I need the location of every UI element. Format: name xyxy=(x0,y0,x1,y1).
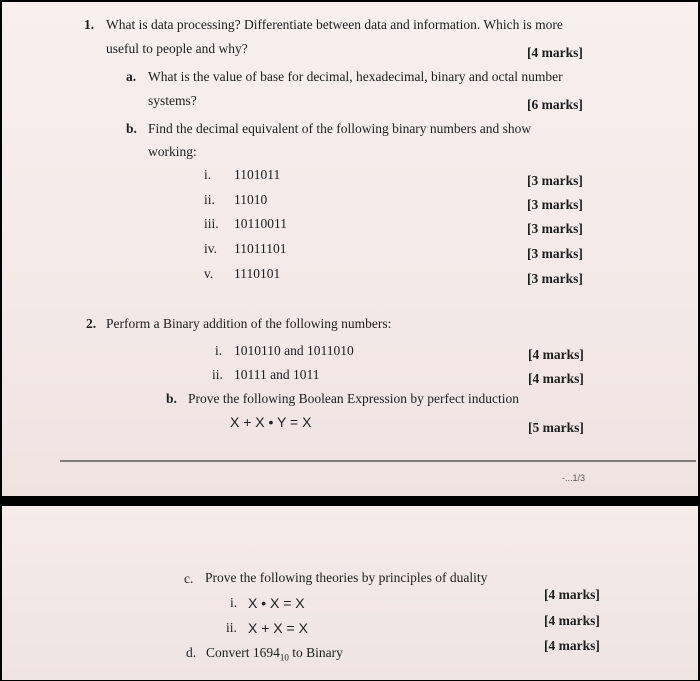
q1b-text-line1: Find the decimal equivalent of the following binary numbers and show xyxy=(148,121,532,136)
q1b-item-value: 10110011 xyxy=(234,216,287,231)
q1b-item-value: 11010 xyxy=(234,192,268,207)
q1b-item-value: 1110101 xyxy=(234,266,281,281)
q2d-marks: [4 marks] xyxy=(544,638,600,653)
q1-number: 1. xyxy=(84,17,95,32)
q2b-expression: X + X • Y = X xyxy=(230,414,312,430)
q2-item-label: i. xyxy=(215,343,223,358)
q2b-text: Prove the following Boolean Expression by perfect induction xyxy=(188,391,520,406)
q2c-label: c. xyxy=(184,571,194,586)
q2c-item-marks: [4 marks] xyxy=(544,613,600,628)
page-divider-rule xyxy=(60,460,696,462)
q1a-marks: [6 marks] xyxy=(527,97,583,112)
q2c-item-label: i. xyxy=(230,595,238,610)
q1b-item-marks: [3 marks] xyxy=(527,197,583,212)
q1-text-line1: What is data processing? Differentiate between data and information. Which is more xyxy=(106,17,563,32)
q1b-item-label: iv. xyxy=(204,241,217,256)
q1a-text-line2: systems? xyxy=(148,93,197,108)
q2c-item-marks: [4 marks] xyxy=(544,587,600,602)
q1-text-line2: useful to people and why? xyxy=(106,41,248,56)
q1b-item-label: v. xyxy=(204,266,214,281)
q2c-item-label: ii. xyxy=(226,620,237,635)
q2-number: 2. xyxy=(86,316,97,331)
q2c-item-expression: X + X = X xyxy=(248,620,308,636)
q1b-item-label: iii. xyxy=(204,216,219,231)
q1b-item-label: ii. xyxy=(204,192,215,207)
q2d-label: d. xyxy=(186,645,197,660)
q1b-text-line2: working: xyxy=(148,144,197,159)
q1a-text-line1: What is the value of base for decimal, hexadecimal, binary and octal number xyxy=(148,69,563,84)
exam-page-2 xyxy=(2,506,698,680)
q1b-item-marks: [3 marks] xyxy=(527,271,583,286)
q2-item-value: 10111 and 1011 xyxy=(234,367,320,382)
q2-item-marks: [4 marks] xyxy=(528,347,584,362)
q2-item-marks: [4 marks] xyxy=(528,371,584,386)
q1b-item-value: 1101011 xyxy=(234,167,281,182)
q2-item-label: ii. xyxy=(212,367,223,382)
exam-page-1 xyxy=(2,2,698,496)
q1b-item-marks: [3 marks] xyxy=(527,221,583,236)
q2-text: Perform a Binary addition of the following numbers: xyxy=(106,316,392,331)
q2b-marks: [5 marks] xyxy=(528,420,584,435)
q2c-item-expression: X • X = X xyxy=(248,595,305,611)
q1-marks: [4 marks] xyxy=(527,45,583,60)
q2-item-value: 1010110 and 1011010 xyxy=(234,343,354,358)
q1b-item-marks: [3 marks] xyxy=(527,173,583,188)
q1b-item-marks: [3 marks] xyxy=(527,246,583,261)
page-number: -...1/3 xyxy=(562,473,586,483)
q1b-label: b. xyxy=(126,121,137,136)
q2b-label: b. xyxy=(166,391,177,406)
q1a-label: a. xyxy=(126,69,137,84)
q2c-text: Prove the following theories by principles of duality xyxy=(205,570,488,585)
q1b-item-label: i. xyxy=(204,167,212,182)
q1b-item-value: 11011101 xyxy=(234,241,287,256)
q2d-text: Convert $1694_{10}$ to Binary xyxy=(206,645,343,663)
